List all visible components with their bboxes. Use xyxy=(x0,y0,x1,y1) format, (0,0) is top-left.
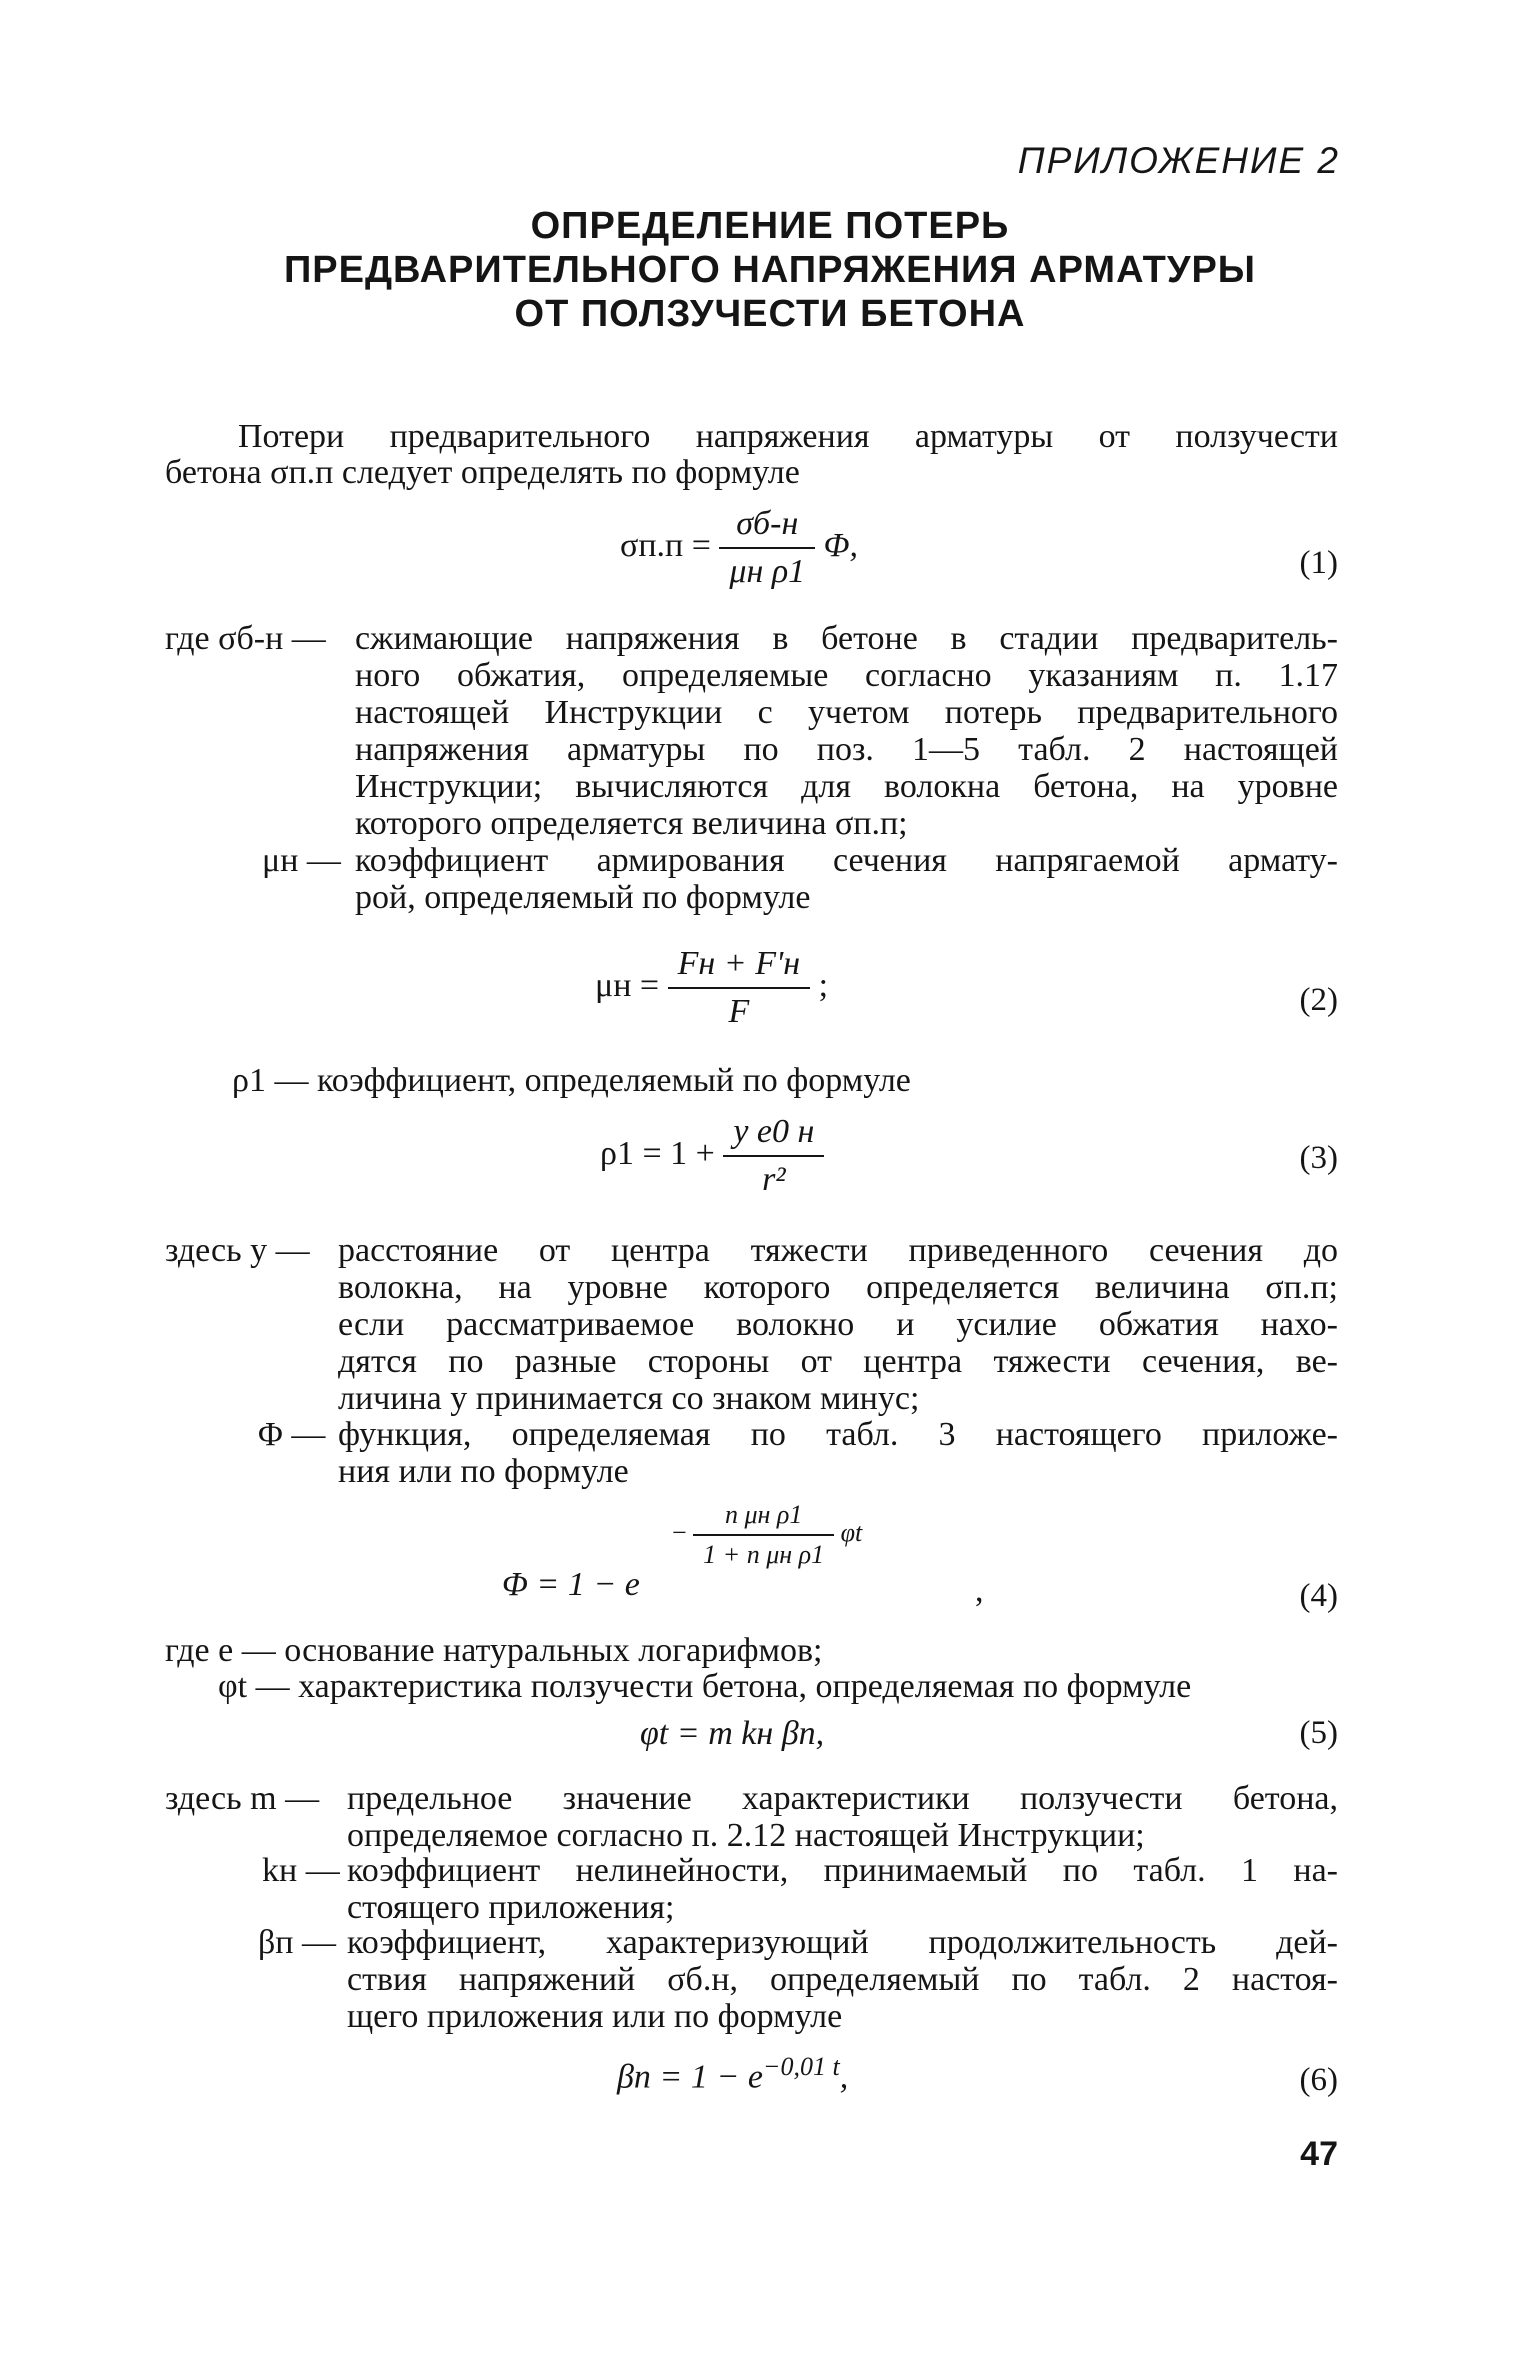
formula-6-number: (6) xyxy=(1299,2062,1338,2098)
page-number: 47 xyxy=(1300,2135,1338,2173)
formula-6: $\beta п = 1 - e^{-0,01 t}$, xyxy=(617,2052,849,2096)
formula-2: μн = $\frac{Fн + F'н}{F}$ ; xyxy=(595,945,829,1030)
formula-1: σп.п = $\frac{\sigma б-н}{\text{μн ρ1}}$ Φ, xyxy=(620,505,859,590)
def-mu-body: коэффициент армирования сечения напрягаемой армату- рой, определяемый по формуле xyxy=(355,842,1338,916)
formula-4-number: (4) xyxy=(1299,1578,1338,1614)
formula-4-comma: , xyxy=(975,1572,984,1609)
def-rho: ρ1 — коэффициент, определяемый по формуле xyxy=(232,1062,911,1099)
def-y-term: здесь y — xyxy=(165,1232,310,1269)
def-sigma-body: сжимающие напряжения в бетоне в стадии предваритель- ного обжатия, определяемые согласно указаниям п. 1.17 настоящей Инструкции с учетом потерь предварительного напряжения арматуры по поз. 1—5 табл. 2 настоящей Инструкции; вычисляются для волокна бетона, на уровне которого определяется величина σп.п; xyxy=(355,620,1338,842)
def-beta-body: коэффициент, характеризующий продолжительность дей- ствия напряжений σб.н, определяемый по табл. 2 настоя- щего приложения или по формуле xyxy=(347,1924,1338,2035)
def-m-term: здесь m — xyxy=(165,1780,320,1817)
def-phi-body: функция, определяемая по табл. 3 настоящего приложе- ния или по формуле xyxy=(338,1416,1338,1490)
def-y-body: расстояние от центра тяжести приведенного сечения до волокна, на уровне которого определяется величина σп.п; если рассматриваемое волокно и усилие обжатия нахо- дятся по разные стороны от центра тяжести сечения, ве- личина y принимается со знаком минус; xyxy=(338,1232,1338,1417)
title-line-1: ОПРЕДЕЛЕНИЕ ПОТЕРЬ xyxy=(530,205,1010,247)
formula-5-number: (5) xyxy=(1299,1715,1338,1751)
formula-4-exponent: − $\frac{\text{n μн ρ1}}{\text{1 + n μн ρ1}}$ φt xyxy=(672,1500,863,1569)
intro-line-2: бетона σп.п следует определять по формуле xyxy=(165,454,800,491)
def-m-body: предельное значение характеристики ползучести бетона, определяемое согласно п. 2.12 настоящей Инструкции; xyxy=(347,1780,1338,1854)
def-mu-term: μн — xyxy=(262,842,341,879)
title-line-3: ОТ ПОЛЗУЧЕСТИ БЕТОНА xyxy=(514,293,1026,335)
title-line-2: ПРЕДВАРИТЕЛЬНОГО НАПРЯЖЕНИЯ АРМАТУРЫ xyxy=(283,249,1257,291)
def-phi-term: Φ — xyxy=(258,1416,326,1453)
formula-4: Φ = 1 − e xyxy=(502,1566,640,1603)
appendix-label: ПРИЛОЖЕНИЕ 2 xyxy=(1017,140,1340,181)
formula-1-number: (1) xyxy=(1299,545,1338,581)
def-phit: φt — характеристика ползучести бетона, определяемая по формуле xyxy=(218,1668,1192,1705)
formula-3-number: (3) xyxy=(1299,1140,1338,1176)
def-k-term: kн — xyxy=(262,1852,340,1889)
def-e: где e — основание натуральных логарифмов; xyxy=(165,1632,823,1669)
def-sigma-term: где σб-н — xyxy=(165,620,326,657)
intro-line-1: Потери предварительного напряжения арматуры от ползучести xyxy=(238,418,1338,455)
formula-3: ρ1 = 1 + $\frac{\text{y e0 н}}{\text{r²}}$ xyxy=(600,1113,824,1199)
def-beta-term: βп — xyxy=(258,1924,336,1961)
formula-2-number: (2) xyxy=(1299,982,1338,1018)
def-k-body: коэффициент нелинейности, принимаемый по табл. 1 на- стоящего приложения; xyxy=(347,1852,1338,1926)
formula-5: φt = m kн βп, xyxy=(640,1715,825,1752)
